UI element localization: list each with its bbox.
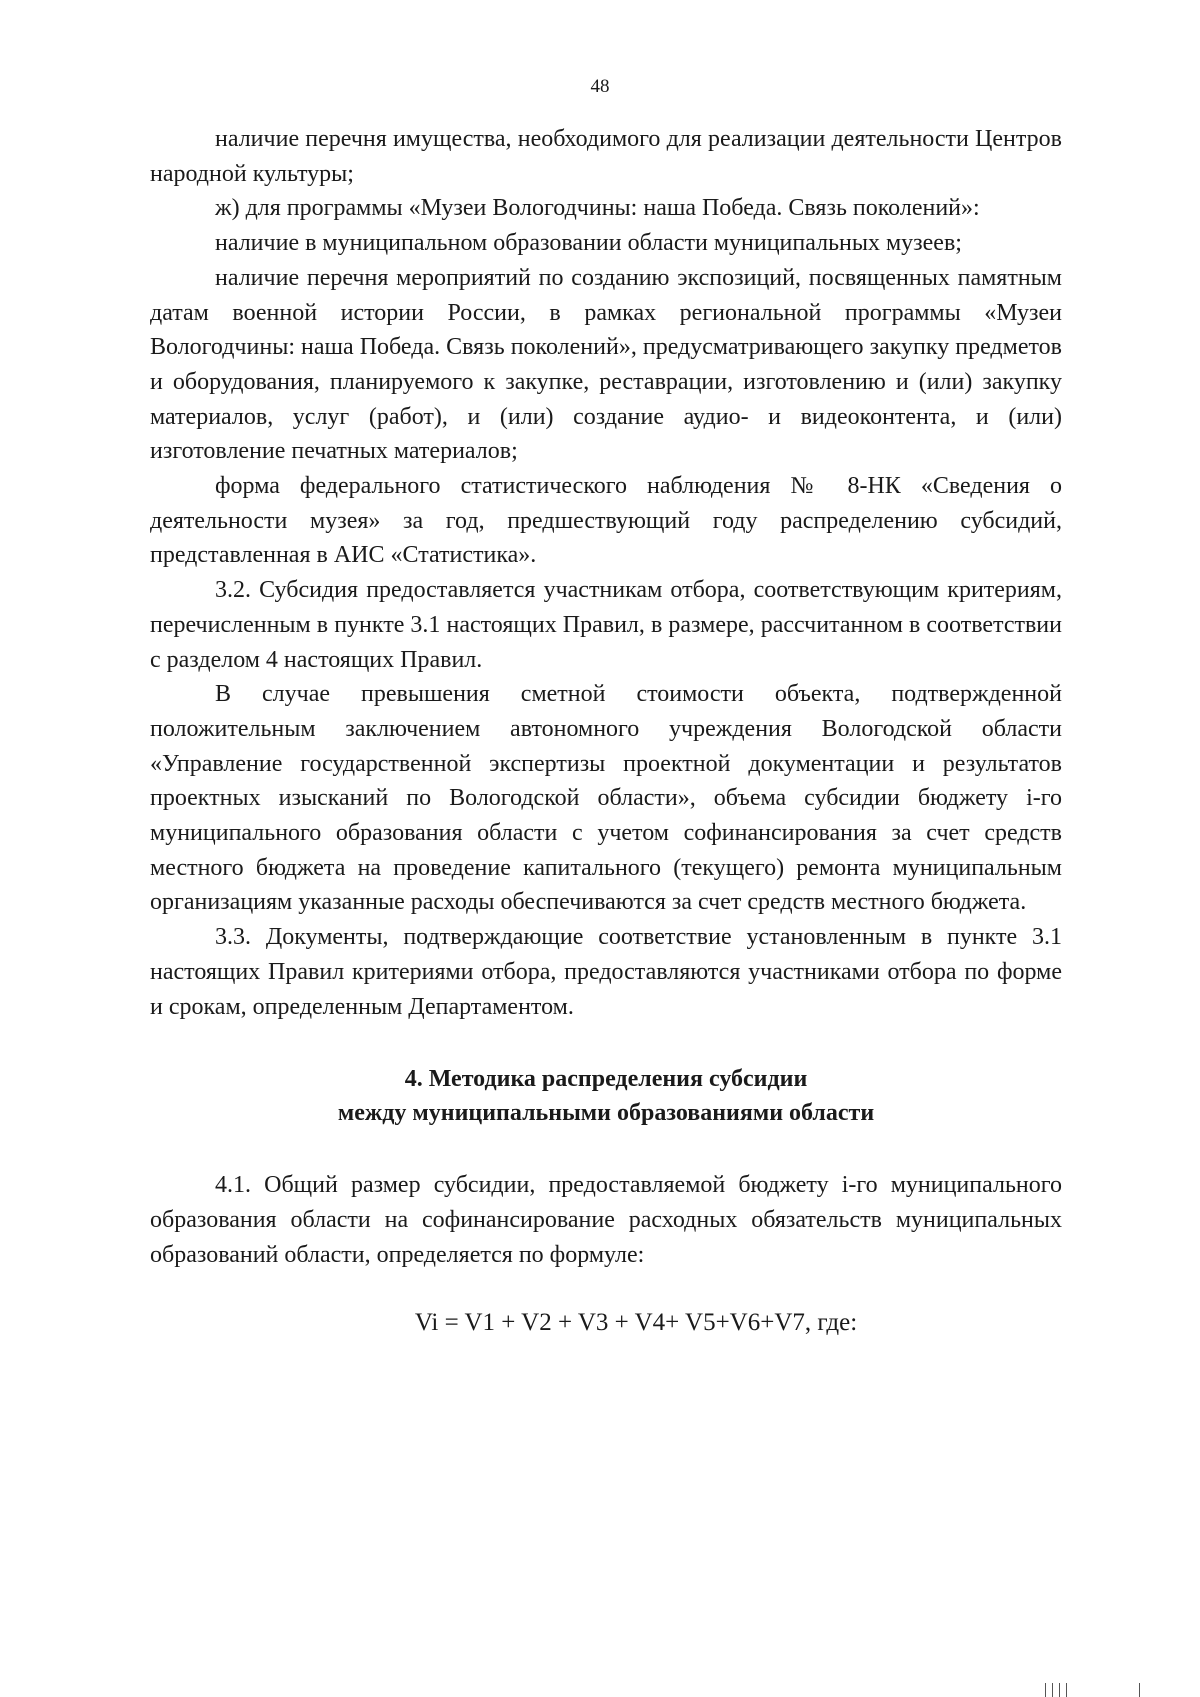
formula: Vi = V1 + V2 + V3 + V4+ V5+V6+V7, где: bbox=[414, 1309, 858, 1337]
scan-edge-marks bbox=[1045, 1681, 1140, 1697]
paragraph-3-2: 3.2. Субсидия предоставляется участникам отбора, соответствующим критериям, перечисленным в пункте 3.1 настоящих Правил, в размере, рассчитанном в соответствии с разделом 4 настоящих Правил. bbox=[150, 577, 1062, 673]
page-number: 48 bbox=[590, 76, 610, 97]
paragraph-municipal-museums: наличие в муниципальном образовании области муниципальных музеев; bbox=[215, 230, 962, 257]
section-heading bbox=[150, 1062, 1062, 1130]
paragraph-statistics-form: форма федерального статистического наблюдения № 8-НК «Сведения о деятельности музея» за год, предшествующий году распределению субсидий, представленная в АИС «Статистика». bbox=[150, 473, 1062, 569]
paragraph-4-1: 4.1. Общий размер субсидии, предоставляемой бюджету i-го муниципального образования области на софинансирование расходных обязательств муниципальных образований области, определяется по формуле: bbox=[150, 1172, 1062, 1268]
paragraph-3-3: 3.3. Документы, подтверждающие соответствие установленным в пункте 3.1 настоящих Правил критериями отбора, предоставляются участниками отбора по форме и срокам, определенным Департаментом. bbox=[150, 924, 1062, 1020]
paragraph-cost-excess: В случае превышения сметной стоимости объекта, подтвержденной положительным заключением автономного учреждения Вологодской области «Управление государственной экспертизы проектной документации и результатов проектных изысканий по Вологодской области», объема субсидии бюджету i-го муниципального образования области с учетом софинансирования за счет средств местного бюджета на проведение капитального (текущего) ремонта муниципальным организациям указанные расходы обеспечиваются за счет средств местного бюджета. bbox=[150, 681, 1062, 916]
document-body bbox=[150, 122, 1062, 1341]
paragraph-program-museums: ж) для программы «Музеи Вологодчины: наша Победа. Связь поколений»: bbox=[215, 195, 980, 222]
section-heading-line-1: 4. Методика распределения субсидии bbox=[404, 1066, 808, 1093]
paragraph-property-list: наличие перечня имущества, необходимого для реализации деятельности Центров народной культуры; bbox=[150, 126, 1062, 187]
section-heading-line-2: между муниципальными образованиями области bbox=[337, 1100, 875, 1127]
paragraph-events-list: наличие перечня мероприятий по созданию экспозиций, посвященных памятным датам военной истории России, в рамках региональной программы «Музеи Вологодчины: наша Победа. Связь поколений», предусматривающего закупку предметов и оборудования, планируемого к закупке, реставрации, изготовлению и (или) закупку материалов, услуг (работ), и (или) создание аудио- и видеоконтента, и (или) изготовление печатных материалов; bbox=[150, 264, 1062, 465]
